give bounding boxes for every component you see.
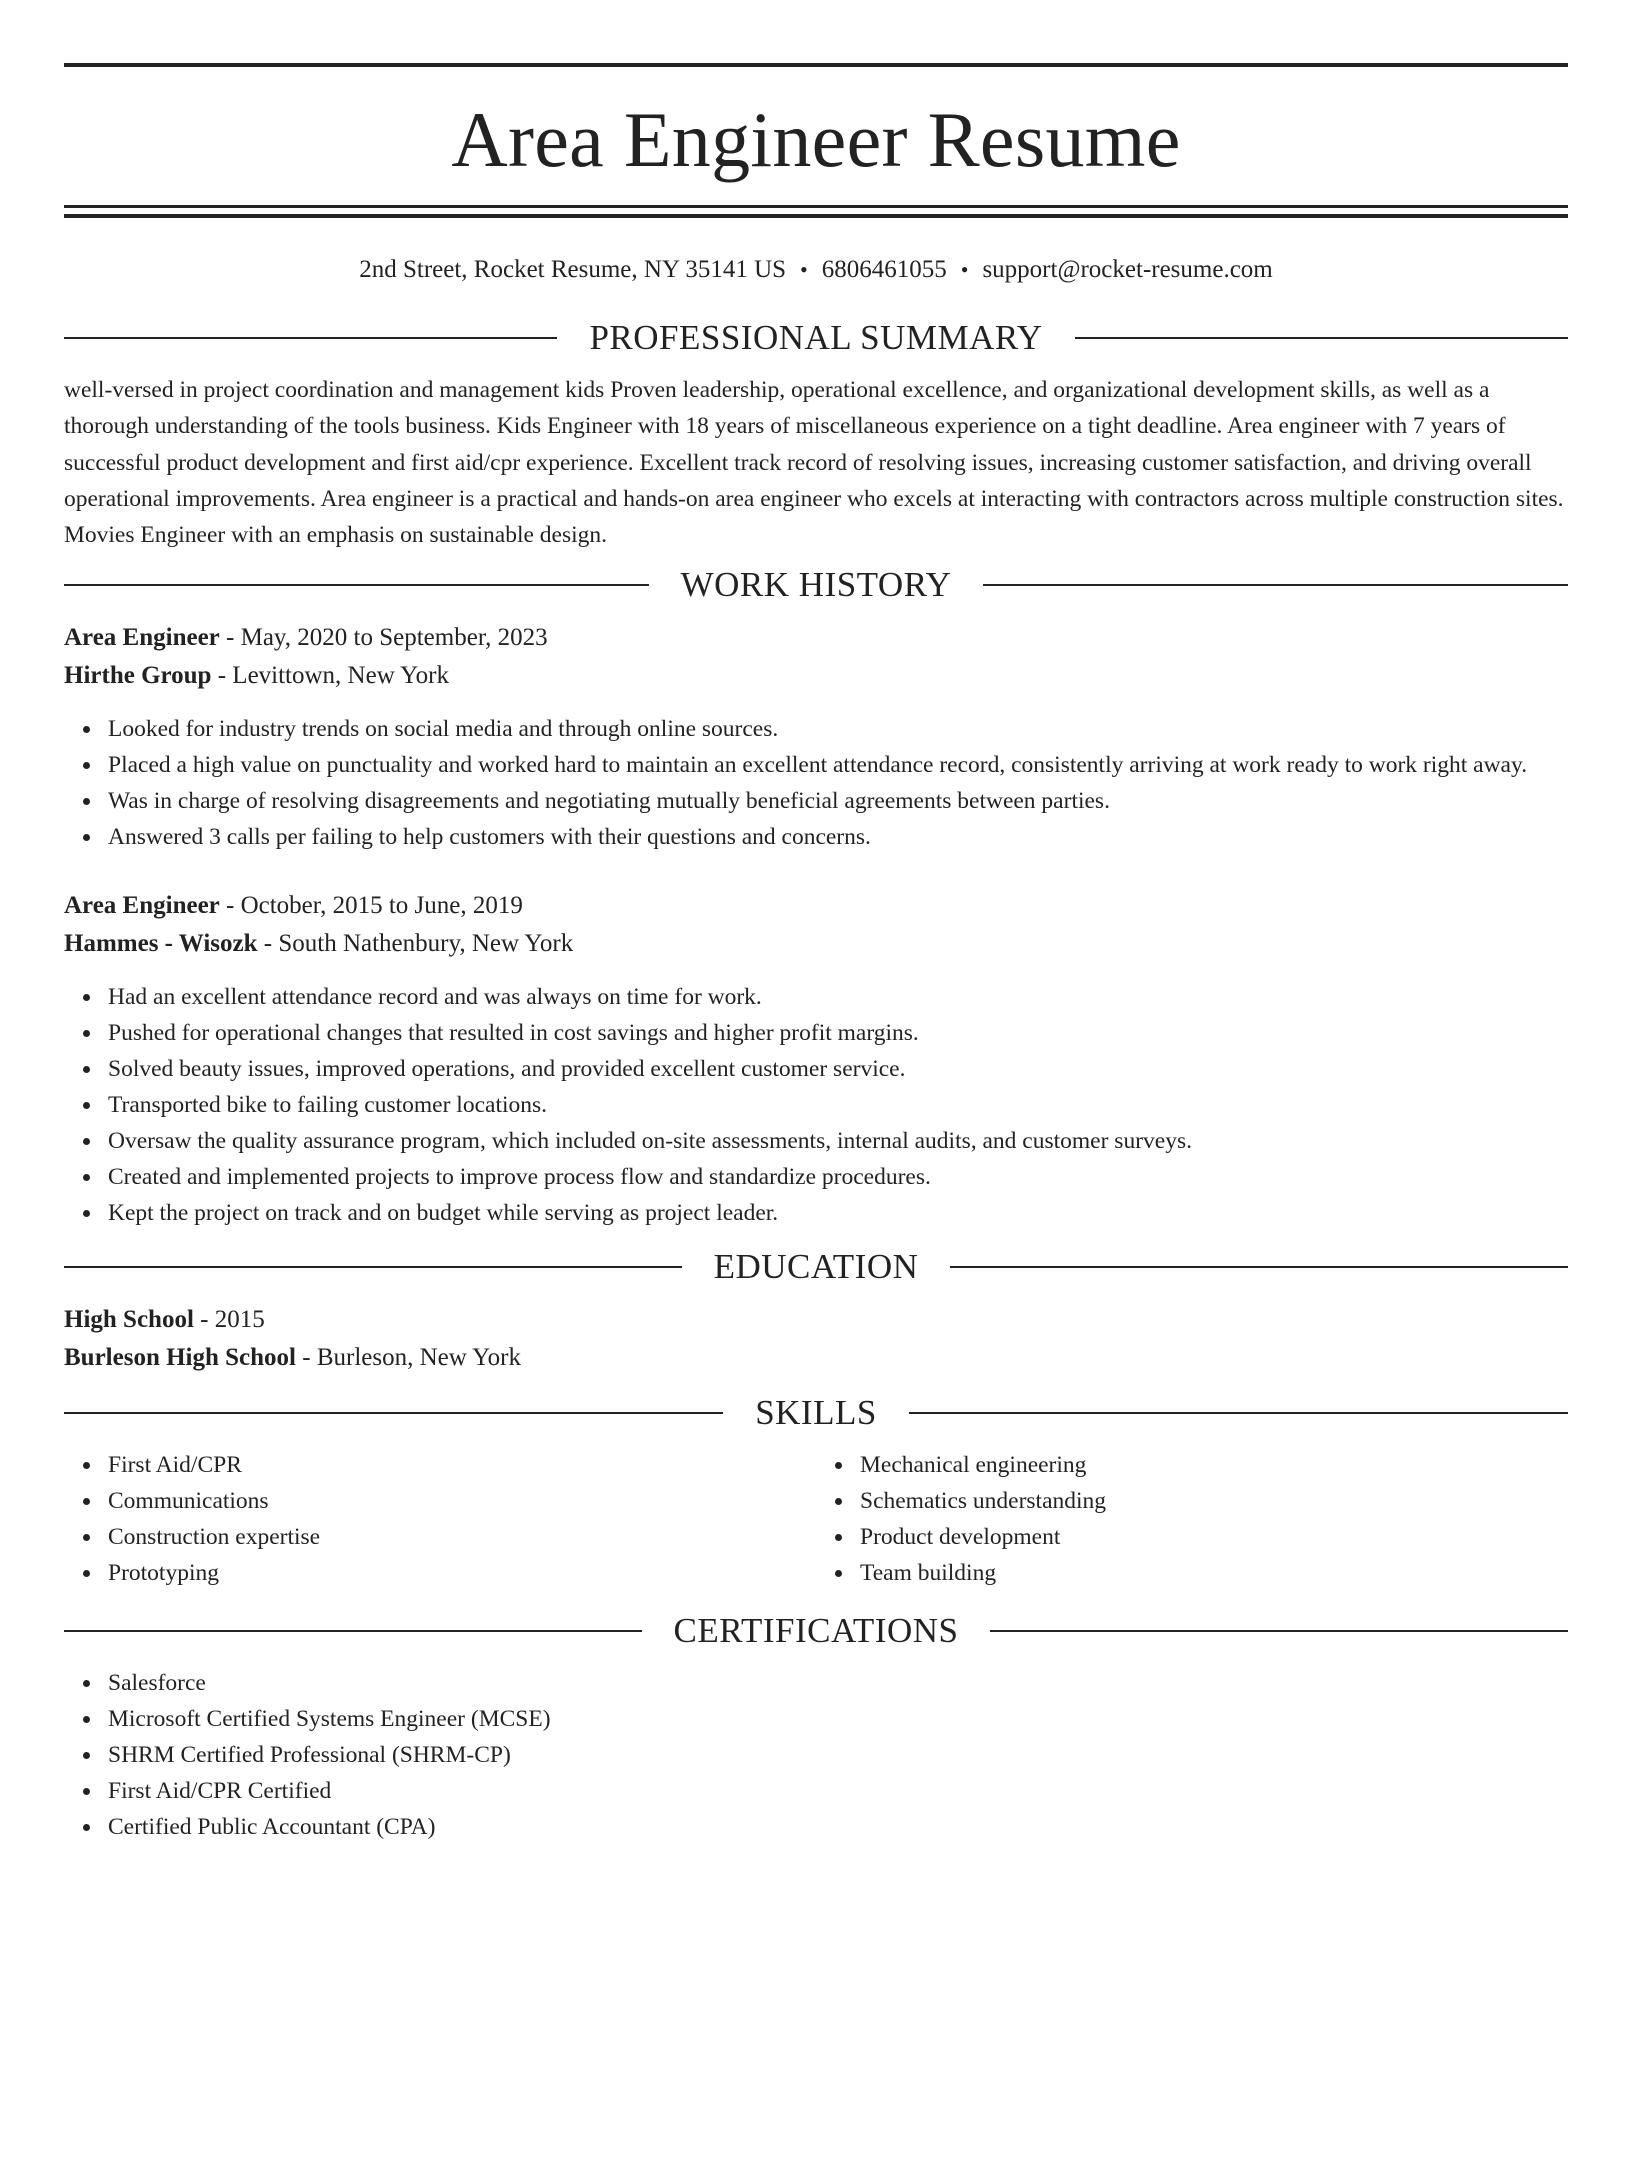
list-item: Oversaw the quality assurance program, which included on-site assessments, internal audits, and customer surveys. (108, 1123, 1568, 1159)
list-item: Transported bike to failing customer locations. (108, 1087, 1568, 1123)
section-heading-education (64, 1245, 1568, 1289)
resume-title: Area Engineer Resume (451, 96, 1181, 183)
heading-rule (1075, 337, 1568, 339)
list-item: Had an excellent attendance record and was always on time for work. (108, 979, 1568, 1015)
section-heading-summary (64, 316, 1568, 360)
job-title: Area Engineer (64, 624, 220, 652)
skills-list-left (64, 1447, 816, 1591)
education-school: Burleson High School (64, 1344, 296, 1372)
list-item: First Aid/CPR (108, 1447, 816, 1483)
section-heading-label: CERTIFICATIONS (673, 1611, 959, 1651)
education-degree-line (64, 1301, 1568, 1339)
job-company-line (64, 657, 1568, 695)
job-company: Hirthe Group (64, 662, 212, 690)
job-company: Hammes - Wisozk (64, 930, 258, 958)
job-bullets (64, 979, 1568, 1231)
section-heading-label: WORK HISTORY (680, 565, 952, 605)
list-item: Certified Public Accountant (CPA) (108, 1809, 1568, 1845)
list-item: Salesforce (108, 1665, 1568, 1701)
job-location: - Levittown, New York (217, 662, 449, 690)
list-item: Microsoft Certified Systems Engineer (MCSE) (108, 1701, 1568, 1737)
list-item: Looked for industry trends on social media and through online sources. (108, 711, 1568, 747)
contact-phone: 6806461055 (821, 256, 947, 283)
list-item: Pushed for operational changes that resulted in cost savings and higher profit margins. (108, 1015, 1568, 1051)
skills-grid (64, 1447, 1568, 1591)
section-heading-skills (64, 1391, 1568, 1435)
skills-list-right (816, 1447, 1568, 1591)
list-item: Placed a high value on punctuality and worked hard to maintain an excellent attendance record, consistently arriving at work ready to work right away. (108, 747, 1568, 783)
job-entry (64, 619, 1568, 855)
heading-rule (64, 1412, 723, 1414)
heading-rule (64, 337, 557, 339)
contact-email: support@rocket-resume.com (982, 256, 1273, 283)
list-item: Communications (108, 1483, 816, 1519)
section-heading-label: PROFESSIONAL SUMMARY (589, 318, 1043, 357)
list-item: Was in charge of resolving disagreements and negotiating mutually beneficial agreements between parties. (108, 783, 1568, 819)
contact-line (64, 252, 1568, 288)
heading-rule (950, 1266, 1568, 1268)
heading-rule (64, 1266, 682, 1268)
list-item: Prototyping (108, 1555, 816, 1591)
heading-rule (983, 584, 1568, 586)
section-heading-work-history (64, 563, 1568, 607)
contact-address: 2nd Street, Rocket Resume, NY 35141 US (359, 256, 787, 283)
list-item: Kept the project on track and on budget while serving as project leader. (108, 1195, 1568, 1231)
job-company-line (64, 925, 1568, 963)
job-title-line (64, 887, 1568, 925)
list-item: Solved beauty issues, improved operations, and provided excellent customer service. (108, 1051, 1568, 1087)
heading-rule (64, 1630, 642, 1632)
resume-page (0, 63, 1632, 2175)
contact-separator: • (960, 257, 969, 282)
education-school-line (64, 1339, 1568, 1377)
job-bullets (64, 711, 1568, 855)
job-entry (64, 887, 1568, 1231)
job-location: - South Nathenbury, New York (263, 930, 574, 958)
job-dates: - October, 2015 to June, 2019 (226, 892, 523, 920)
job-title-line (64, 619, 1568, 657)
job-dates: - May, 2020 to September, 2023 (226, 624, 548, 652)
list-item: Product development (860, 1519, 1568, 1555)
section-heading-label: EDUCATION (713, 1247, 919, 1287)
heading-rule (909, 1412, 1568, 1414)
certifications-list (64, 1665, 1568, 1845)
list-item: Construction expertise (108, 1519, 816, 1555)
section-heading-certifications (64, 1609, 1568, 1653)
education-year: - 2015 (200, 1306, 265, 1334)
title-double-rule (64, 205, 1568, 218)
education-entry (64, 1301, 1568, 1377)
summary-text: well-versed in project coordination and management kids Proven leadership, operational excellence, and organizational development skills, as well as a thorough understanding of the tools business. Kids Engineer with 18 years of miscellaneous experience on a tight deadline. Area engineer with 7 years of successful product development and first aid/cpr experience. Excellent track record of resolving issues, increasing customer satisfaction, and driving overall operational improvements. Area engineer is a practical and hands-on area engineer who excels at interacting with contractors across multiple construction sites. Movies Engineer with an emphasis on sustainable design. (64, 377, 1564, 549)
list-item: Schematics understanding (860, 1483, 1568, 1519)
list-item: SHRM Certified Professional (SHRM-CP) (108, 1737, 1568, 1773)
list-item: First Aid/CPR Certified (108, 1773, 1568, 1809)
heading-rule (990, 1630, 1568, 1632)
education-degree: High School (64, 1306, 194, 1334)
education-location: - Burleson, New York (302, 1344, 521, 1372)
contact-separator: • (800, 257, 808, 282)
list-item: Mechanical engineering (860, 1447, 1568, 1483)
heading-rule (64, 584, 649, 586)
list-item: Answered 3 calls per failing to help customers with their questions and concerns. (108, 819, 1568, 855)
list-item: Team building (860, 1555, 1568, 1591)
job-title: Area Engineer (64, 892, 220, 920)
section-heading-label: SKILLS (755, 1393, 877, 1433)
list-item: Created and implemented projects to improve process flow and standardize procedures. (108, 1159, 1568, 1195)
